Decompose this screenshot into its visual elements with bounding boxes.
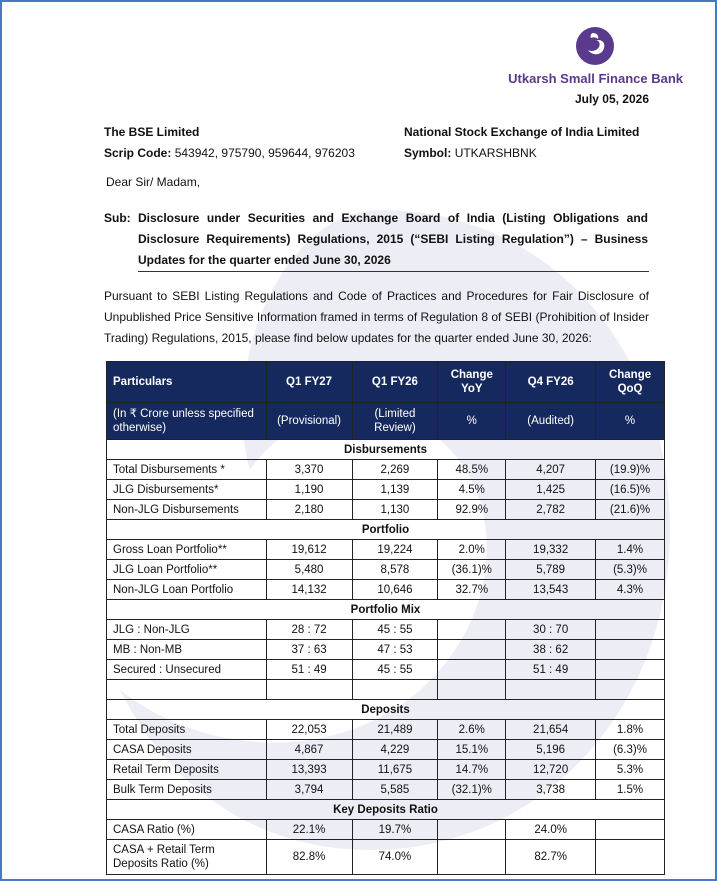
section-title: Disbursements [107,440,665,460]
table-row [107,480,665,500]
row-value [438,640,506,660]
row-value: 82.8% [266,840,352,875]
row-value: 1.5% [596,780,665,800]
row-value: 92.9% [438,500,506,520]
section-header-row [107,440,665,460]
row-value: 13,543 [506,580,596,600]
section-title: Portfolio [107,520,665,540]
code-value: 543942, 975790, 959644, 976203 [174,146,355,160]
code-label: Symbol: [404,146,452,160]
row-value: 30 : 70 [506,620,596,640]
row-value [438,820,506,840]
row-value: 14,132 [266,580,352,600]
addressee-name: National Stock Exchange of India Limited [404,125,640,139]
row-value: 4.3% [596,580,665,600]
header-cell: Particulars [107,362,267,403]
letter-date: July 05, 2026 [574,92,649,106]
row-label: Non-JLG Disbursements [107,500,267,520]
row-label: JLG Loan Portfolio** [107,560,267,580]
row-value: 2.6% [438,720,506,740]
row-value: 10,646 [352,580,438,600]
section-header-row [107,800,665,820]
section-title: Portfolio Mix [107,600,665,620]
row-value: 4,867 [266,740,352,760]
row-value: 51 : 49 [266,660,352,680]
addressee-bse [104,122,355,164]
addressee-name: The BSE Limited [104,125,200,139]
row-value: 13,393 [266,760,352,780]
row-value: 1,190 [266,480,352,500]
row-value: 82.7% [506,840,596,875]
subheader-cell: (Audited) [506,403,596,440]
row-value: 5,480 [266,560,352,580]
table-header-row [107,362,665,403]
row-label: JLG : Non-JLG [107,620,267,640]
row-value: 11,675 [352,760,438,780]
row-value: 4,229 [352,740,438,760]
row-value: 19,224 [352,540,438,560]
table-row [107,660,665,680]
row-label: Total Deposits [107,720,267,740]
row-value [438,620,506,640]
utkarsh-logo-icon [574,26,616,66]
row-value: 19,332 [506,540,596,560]
row-value: 21,654 [506,720,596,740]
row-value: (16.5)% [596,480,665,500]
row-value: (19.9)% [596,460,665,480]
row-value: 1,130 [352,500,438,520]
row-value: 4.5% [438,480,506,500]
subject-label: Sub: [104,211,131,225]
row-value: (6.3)% [596,740,665,760]
header-cell: Q1 FY27 [266,362,352,403]
table-row [107,580,665,600]
row-value: 2,180 [266,500,352,520]
row-value: 21,489 [352,720,438,740]
blank-cell [107,680,267,700]
row-value: 3,370 [266,460,352,480]
section-title: Deposits [107,700,665,720]
row-label: Gross Loan Portfolio** [107,540,267,560]
row-value: (5.3)% [596,560,665,580]
subheader-cell: (Limited Review) [352,403,438,440]
row-value: (32.1)% [438,780,506,800]
intro-paragraph: Pursuant to SEBI Listing Regulations and Code of Practices and Procedures for Fair Disclosure of Unpublished Price Sensitive Information framed in terms of Regulation 8 of SEBI (Prohibition of Insider Trading) Regulations, 2015, please find below updates for the quarter ended June 30, 2026: [104,289,649,345]
row-value: 5,585 [352,780,438,800]
row-label: Bulk Term Deposits [107,780,267,800]
row-label: Retail Term Deposits [107,760,267,780]
row-value [438,840,506,875]
header-cell: Change QoQ [596,362,665,403]
row-value: 1.4% [596,540,665,560]
row-value: 2,269 [352,460,438,480]
subject-text: Disclosure under Securities and Exchange Board of India (Listing Obligations and Disclosure Requirements) Regulations, 2015 (“SEBI Listing Regulation”) – Business Updates for the quarter ended June 30, 2026 [138,211,648,267]
table-body [107,440,665,875]
row-value: 5,789 [506,560,596,580]
row-value: 1.8% [596,720,665,740]
row-label: MB : Non-MB [107,640,267,660]
table-row [107,500,665,520]
row-value: 19,612 [266,540,352,560]
table-row [107,760,665,780]
header-cell: Change YoY [438,362,506,403]
table-row [107,840,665,875]
row-value: 5,196 [506,740,596,760]
row-value: 19.7% [352,820,438,840]
row-value: 12,720 [506,760,596,780]
divider [138,271,649,272]
row-value: 2.0% [438,540,506,560]
row-value: 3,794 [266,780,352,800]
subheader-cell: % [438,403,506,440]
row-value: 15.1% [438,740,506,760]
header-cell: Q1 FY26 [352,362,438,403]
row-label: Total Disbursements * [107,460,267,480]
row-label: CASA Deposits [107,740,267,760]
row-value: 22,053 [266,720,352,740]
table-row [107,640,665,660]
row-value: 48.5% [438,460,506,480]
row-label: JLG Disbursements* [107,480,267,500]
blank-cell [266,680,352,700]
row-value: 22.1% [266,820,352,840]
row-value: 14.7% [438,760,506,780]
section-header-row [107,600,665,620]
row-value [596,820,665,840]
salutation: Dear Sir/ Madam, [106,175,201,189]
row-value: 8,578 [352,560,438,580]
row-value [438,660,506,680]
row-value [596,640,665,660]
row-value: 24.0% [506,820,596,840]
blank-cell [352,680,438,700]
row-value [596,840,665,875]
subheader-cell: (In ₹ Crore unless specified otherwise) [107,403,267,440]
row-value: 32.7% [438,580,506,600]
row-label: CASA + Retail Term Deposits Ratio (%) [107,840,267,875]
table-row [107,460,665,480]
subheader-cell: % [596,403,665,440]
row-value [596,660,665,680]
row-value: 47 : 53 [352,640,438,660]
row-label: Non-JLG Loan Portfolio [107,580,267,600]
row-value: 1,139 [352,480,438,500]
addressee-nse [404,122,639,164]
row-value: 51 : 49 [506,660,596,680]
table-subheader-row [107,403,665,440]
business-updates-table [106,361,665,875]
table-row [107,540,665,560]
row-value: 2,782 [506,500,596,520]
blank-row [107,680,665,700]
row-value: (21.6)% [596,500,665,520]
row-label: Secured : Unsecured [107,660,267,680]
code-label: Scrip Code: [104,146,172,160]
table-row [107,780,665,800]
row-value: (36.1)% [438,560,506,580]
row-value: 37 : 63 [266,640,352,660]
section-title: Key Deposits Ratio [107,800,665,820]
blank-cell [438,680,506,700]
subject [104,208,648,271]
row-value: 28 : 72 [266,620,352,640]
table-row [107,560,665,580]
blank-cell [596,680,665,700]
row-value: 45 : 55 [352,620,438,640]
section-header-row [107,520,665,540]
table-row [107,740,665,760]
row-value: 5.3% [596,760,665,780]
row-value: 74.0% [352,840,438,875]
table-row [107,820,665,840]
row-value: 45 : 55 [352,660,438,680]
table-row [107,720,665,740]
section-header-row [107,700,665,720]
table-row [107,620,665,640]
row-value: 3,738 [506,780,596,800]
code-value: UTKARSHBNK [454,146,537,160]
row-value: 38 : 62 [506,640,596,660]
subheader-cell: (Provisional) [266,403,352,440]
header-cell: Q4 FY26 [506,362,596,403]
blank-cell [506,680,596,700]
row-value: 1,425 [506,480,596,500]
row-value [596,620,665,640]
row-label: CASA Ratio (%) [107,820,267,840]
bank-name: Utkarsh Small Finance Bank [508,71,683,86]
row-value: 4,207 [506,460,596,480]
